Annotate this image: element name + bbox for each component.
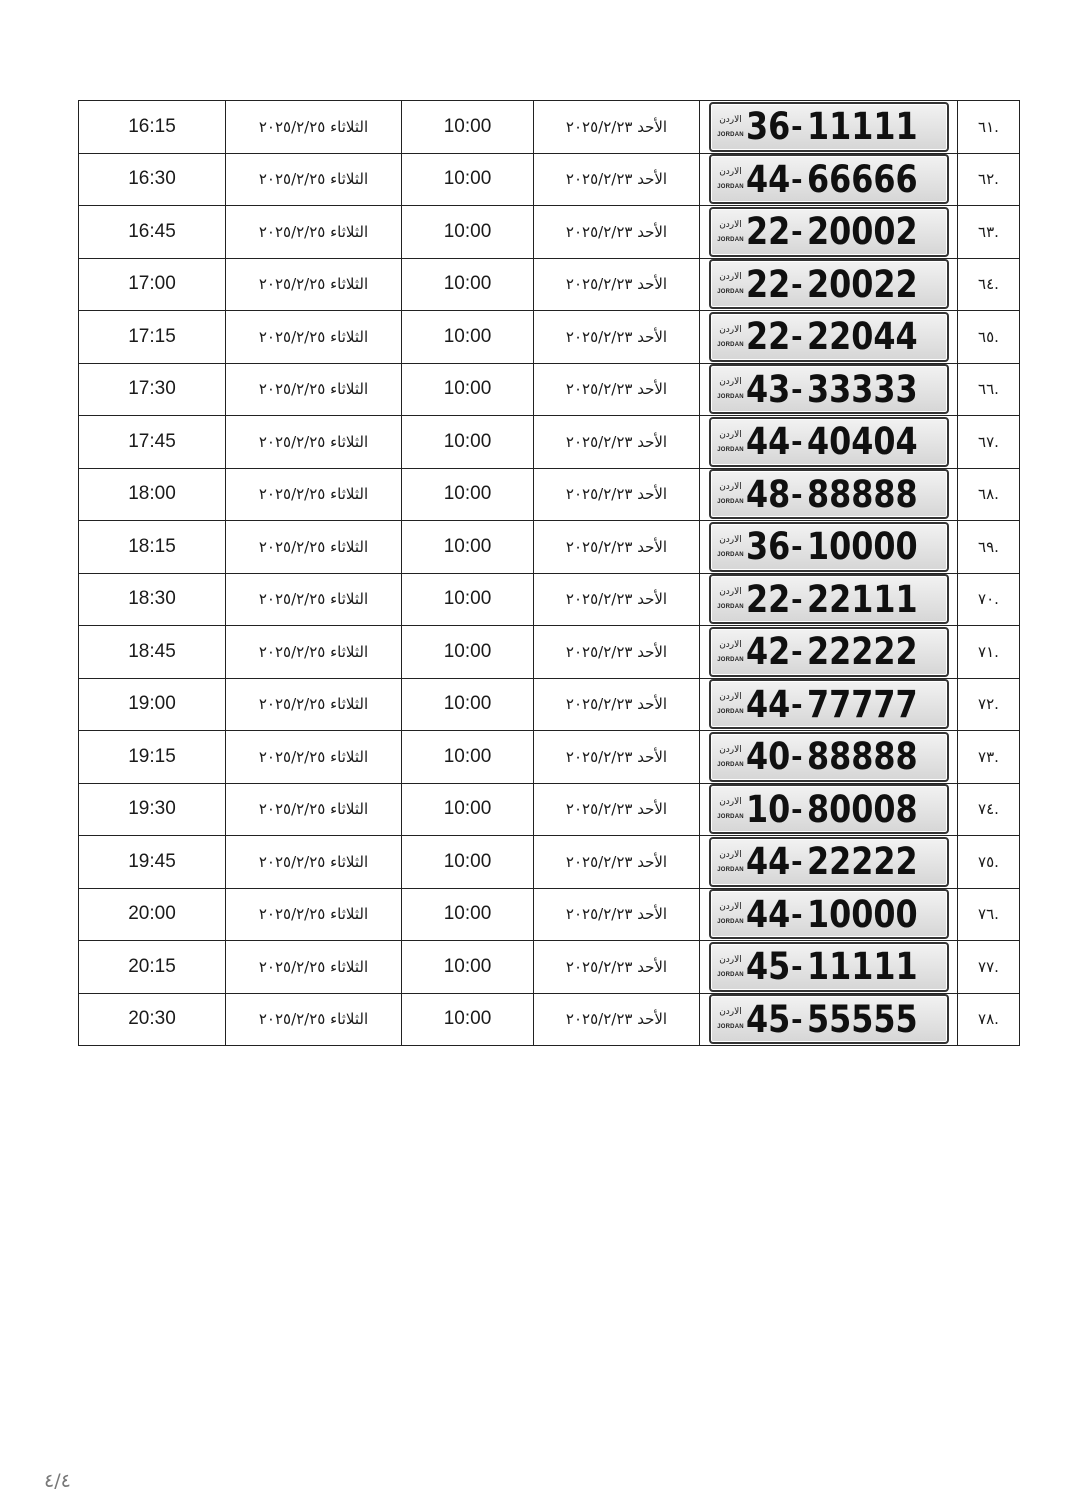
license-plate	[709, 837, 949, 887]
end-time-cell: 18:15	[79, 521, 226, 574]
end-date-cell: الثلاثاء ٢٠٢٥/٢/٢٥	[226, 521, 402, 574]
plate-country-arabic: الاردن	[719, 1007, 742, 1018]
end-time-cell: 17:00	[79, 258, 226, 311]
table-row	[79, 573, 1020, 626]
end-time-cell: 17:15	[79, 311, 226, 364]
row-number-cell: .٧٤	[958, 783, 1020, 836]
plate-code: 22	[745, 315, 790, 359]
plate-cell	[700, 731, 958, 784]
start-date-cell: الأحد ٢٠٢٥/٢/٢٣	[534, 731, 700, 784]
plate-number: 10000	[806, 892, 918, 936]
plate-country-arabic: الاردن	[719, 429, 742, 440]
table-row	[79, 311, 1020, 364]
plate-country-arabic: الاردن	[719, 167, 742, 178]
plate-country-arabic: الاردن	[719, 849, 742, 860]
end-time-cell: 20:15	[79, 941, 226, 994]
end-time-cell: 16:45	[79, 206, 226, 259]
plate-number: 88888	[806, 735, 918, 779]
row-number-cell: .٦٥	[958, 311, 1020, 364]
table-row	[79, 363, 1020, 416]
row-number-cell: .٧٠	[958, 573, 1020, 626]
plate-number: 66666	[806, 157, 918, 201]
plate-country-english: JORDAN	[717, 656, 744, 663]
start-time-cell: 10:00	[402, 941, 534, 994]
end-date-cell: الثلاثاء ٢٠٢٥/٢/٢٥	[226, 416, 402, 469]
row-number-cell: .٦٨	[958, 468, 1020, 521]
plate-country-arabic: الاردن	[719, 797, 742, 808]
row-number-cell: .٧٥	[958, 836, 1020, 889]
plate-country-english: JORDAN	[717, 1024, 744, 1031]
plate-country-tag	[714, 588, 748, 610]
plate-country-english: JORDAN	[717, 866, 744, 873]
plate-separator: -	[791, 582, 803, 616]
end-date-cell: الثلاثاء ٢٠٢٥/٢/٢٥	[226, 101, 402, 154]
plate-number: 77777	[806, 682, 918, 726]
plate-country-english: JORDAN	[717, 814, 744, 821]
end-time-cell: 20:00	[79, 888, 226, 941]
start-date-cell: الأحد ٢٠٢٥/٢/٢٣	[534, 101, 700, 154]
plate-number: 11111	[806, 105, 918, 149]
end-time-cell: 19:00	[79, 678, 226, 731]
row-number-cell: .٧٣	[958, 731, 1020, 784]
plate-country-arabic: الاردن	[719, 954, 742, 965]
plate-code: 42	[745, 630, 790, 674]
plate-country-english: JORDAN	[717, 289, 744, 296]
plate-country-tag	[714, 956, 748, 978]
license-plate	[709, 522, 949, 572]
license-plate	[709, 312, 949, 362]
plate-number: 80008	[806, 787, 918, 831]
table-row	[79, 836, 1020, 889]
plate-country-arabic: الاردن	[719, 324, 742, 335]
plate-cell	[700, 101, 958, 154]
plate-cell	[700, 836, 958, 889]
plate-number: 88888	[806, 472, 918, 516]
plate-country-english: JORDAN	[717, 551, 744, 558]
plate-code: 44	[745, 840, 790, 884]
end-time-cell: 20:30	[79, 993, 226, 1046]
page-number: ٤/٤	[44, 1470, 71, 1492]
plate-cell	[700, 206, 958, 259]
plate-separator: -	[791, 792, 803, 826]
end-date-cell: الثلاثاء ٢٠٢٥/٢/٢٥	[226, 941, 402, 994]
start-date-cell: الأحد ٢٠٢٥/٢/٢٣	[534, 258, 700, 311]
plate-country-arabic: الاردن	[719, 272, 742, 283]
plate-code: 22	[745, 577, 790, 621]
table-body	[79, 101, 1020, 1046]
plate-separator: -	[791, 897, 803, 931]
start-time-cell: 10:00	[402, 468, 534, 521]
plate-number: 55555	[806, 997, 918, 1041]
plate-cell	[700, 258, 958, 311]
end-date-cell: الثلاثاء ٢٠٢٥/٢/٢٥	[226, 626, 402, 679]
end-time-cell: 18:45	[79, 626, 226, 679]
row-number-cell: .٧٦	[958, 888, 1020, 941]
plate-country-english: JORDAN	[717, 604, 744, 611]
end-date-cell: الثلاثاء ٢٠٢٥/٢/٢٥	[226, 783, 402, 836]
plate-separator: -	[791, 372, 803, 406]
table-row	[79, 521, 1020, 574]
table-row	[79, 888, 1020, 941]
plate-country-english: JORDAN	[717, 971, 744, 978]
plate-code: 44	[745, 157, 790, 201]
plate-country-english: JORDAN	[717, 341, 744, 348]
plate-separator: -	[791, 162, 803, 196]
end-time-cell: 18:00	[79, 468, 226, 521]
row-number-cell: .٧٢	[958, 678, 1020, 731]
table-row	[79, 101, 1020, 154]
plate-country-tag	[714, 1008, 748, 1030]
plate-number: 40404	[806, 420, 918, 464]
plate-separator: -	[791, 950, 803, 984]
table-row	[79, 153, 1020, 206]
plate-country-tag	[714, 221, 748, 243]
plate-country-tag	[714, 483, 748, 505]
plate-country-tag	[714, 116, 748, 138]
start-date-cell: الأحد ٢٠٢٥/٢/٢٣	[534, 626, 700, 679]
start-time-cell: 10:00	[402, 783, 534, 836]
table-row	[79, 993, 1020, 1046]
plate-code: 22	[745, 262, 790, 306]
start-time-cell: 10:00	[402, 101, 534, 154]
license-plate	[709, 627, 949, 677]
start-time-cell: 10:00	[402, 416, 534, 469]
plate-country-arabic: الاردن	[719, 744, 742, 755]
plate-separator: -	[791, 687, 803, 721]
table-row	[79, 678, 1020, 731]
plate-separator: -	[791, 635, 803, 669]
plate-cell	[700, 153, 958, 206]
row-number-cell: .٦٢	[958, 153, 1020, 206]
license-plate	[709, 417, 949, 467]
end-time-cell: 19:45	[79, 836, 226, 889]
plate-country-tag	[714, 903, 748, 925]
row-number-cell: .٦١	[958, 101, 1020, 154]
plate-country-arabic: الاردن	[719, 114, 742, 125]
end-date-cell: الثلاثاء ٢٠٢٥/٢/٢٥	[226, 993, 402, 1046]
end-date-cell: الثلاثاء ٢٠٢٥/٢/٢٥	[226, 206, 402, 259]
plate-number: 22222	[806, 840, 918, 884]
start-date-cell: الأحد ٢٠٢٥/٢/٢٣	[534, 416, 700, 469]
plate-number: 22111	[806, 577, 918, 621]
license-plate	[709, 154, 949, 204]
plate-country-arabic: الاردن	[719, 219, 742, 230]
plate-country-arabic: الاردن	[719, 692, 742, 703]
plate-country-tag	[714, 378, 748, 400]
start-date-cell: الأحد ٢٠٢٥/٢/٢٣	[534, 521, 700, 574]
table-row	[79, 731, 1020, 784]
plate-country-arabic: الاردن	[719, 902, 742, 913]
start-time-cell: 10:00	[402, 153, 534, 206]
end-time-cell: 19:30	[79, 783, 226, 836]
license-plate	[709, 574, 949, 624]
start-date-cell: الأحد ٢٠٢٥/٢/٢٣	[534, 941, 700, 994]
plate-cell	[700, 678, 958, 731]
plate-cell	[700, 311, 958, 364]
table-row	[79, 626, 1020, 679]
start-date-cell: الأحد ٢٠٢٥/٢/٢٣	[534, 678, 700, 731]
license-plate	[709, 942, 949, 992]
plate-country-arabic: الاردن	[719, 482, 742, 493]
plate-separator: -	[791, 845, 803, 879]
row-number-cell: .٦٧	[958, 416, 1020, 469]
row-number-cell: .٦٦	[958, 363, 1020, 416]
start-date-cell: الأحد ٢٠٢٥/٢/٢٣	[534, 993, 700, 1046]
plate-separator: -	[791, 267, 803, 301]
end-date-cell: الثلاثاء ٢٠٢٥/٢/٢٥	[226, 836, 402, 889]
plate-separator: -	[791, 425, 803, 459]
license-plate	[709, 889, 949, 939]
end-date-cell: الثلاثاء ٢٠٢٥/٢/٢٥	[226, 311, 402, 364]
end-date-cell: الثلاثاء ٢٠٢٥/٢/٢٥	[226, 573, 402, 626]
plate-country-tag	[714, 641, 748, 663]
end-time-cell: 16:30	[79, 153, 226, 206]
license-plate	[709, 784, 949, 834]
plate-cell	[700, 573, 958, 626]
table-row	[79, 258, 1020, 311]
plate-country-english: JORDAN	[717, 761, 744, 768]
plate-cell	[700, 993, 958, 1046]
table-row	[79, 468, 1020, 521]
plate-number: 22222	[806, 630, 918, 674]
plate-cell	[700, 468, 958, 521]
plate-number: 20002	[806, 210, 918, 254]
plate-cell	[700, 363, 958, 416]
start-date-cell: الأحد ٢٠٢٥/٢/٢٣	[534, 468, 700, 521]
plate-code: 45	[745, 997, 790, 1041]
plate-country-tag	[714, 326, 748, 348]
license-plate	[709, 207, 949, 257]
plate-country-tag	[714, 798, 748, 820]
start-time-cell: 10:00	[402, 993, 534, 1046]
plate-cell	[700, 416, 958, 469]
start-time-cell: 10:00	[402, 836, 534, 889]
license-plate	[709, 364, 949, 414]
plate-country-tag	[714, 693, 748, 715]
plate-code: 40	[745, 735, 790, 779]
start-time-cell: 10:00	[402, 678, 534, 731]
row-number-cell: .٧٧	[958, 941, 1020, 994]
start-time-cell: 10:00	[402, 206, 534, 259]
row-number-cell: .٧١	[958, 626, 1020, 679]
plate-country-english: JORDAN	[717, 131, 744, 138]
plate-country-tag	[714, 746, 748, 768]
end-date-cell: الثلاثاء ٢٠٢٥/٢/٢٥	[226, 678, 402, 731]
plate-country-tag	[714, 168, 748, 190]
plate-cell	[700, 941, 958, 994]
start-date-cell: الأحد ٢٠٢٥/٢/٢٣	[534, 783, 700, 836]
row-number-cell: .٦٤	[958, 258, 1020, 311]
row-number-cell: .٦٩	[958, 521, 1020, 574]
plate-country-english: JORDAN	[717, 184, 744, 191]
plate-code: 10	[745, 787, 790, 831]
plate-cell	[700, 888, 958, 941]
plate-number: 20022	[806, 262, 918, 306]
license-plate	[709, 469, 949, 519]
start-time-cell: 10:00	[402, 363, 534, 416]
license-plate	[709, 102, 949, 152]
plate-separator: -	[791, 740, 803, 774]
plate-country-english: JORDAN	[717, 709, 744, 716]
plate-number: 10000	[806, 525, 918, 569]
start-date-cell: الأحد ٢٠٢٥/٢/٢٣	[534, 363, 700, 416]
table-row	[79, 416, 1020, 469]
plate-separator: -	[791, 477, 803, 511]
plate-number: 11111	[806, 945, 918, 989]
end-date-cell: الثلاثاء ٢٠٢٥/٢/٢٥	[226, 153, 402, 206]
plate-separator: -	[791, 530, 803, 564]
table-row	[79, 941, 1020, 994]
plate-code: 36	[745, 525, 790, 569]
auction-table	[78, 100, 1020, 1046]
plate-country-english: JORDAN	[717, 446, 744, 453]
plate-code: 44	[745, 420, 790, 464]
plate-country-english: JORDAN	[717, 919, 744, 926]
start-time-cell: 10:00	[402, 521, 534, 574]
start-date-cell: الأحد ٢٠٢٥/٢/٢٣	[534, 153, 700, 206]
plate-separator: -	[791, 1002, 803, 1036]
plate-country-tag	[714, 536, 748, 558]
plate-number: 22044	[806, 315, 918, 359]
end-time-cell: 18:30	[79, 573, 226, 626]
start-time-cell: 10:00	[402, 311, 534, 364]
plate-country-english: JORDAN	[717, 236, 744, 243]
plate-code: 44	[745, 682, 790, 726]
end-time-cell: 17:30	[79, 363, 226, 416]
end-date-cell: الثلاثاء ٢٠٢٥/٢/٢٥	[226, 468, 402, 521]
license-plate	[709, 732, 949, 782]
plate-code: 36	[745, 105, 790, 149]
table-row	[79, 206, 1020, 259]
plate-country-tag	[714, 273, 748, 295]
end-date-cell: الثلاثاء ٢٠٢٥/٢/٢٥	[226, 731, 402, 784]
end-date-cell: الثلاثاء ٢٠٢٥/٢/٢٥	[226, 258, 402, 311]
plate-cell	[700, 783, 958, 836]
license-plate	[709, 259, 949, 309]
plate-country-arabic: الاردن	[719, 639, 742, 650]
license-plate	[709, 994, 949, 1044]
row-number-cell: .٦٣	[958, 206, 1020, 259]
license-plate	[709, 679, 949, 729]
plate-country-english: JORDAN	[717, 394, 744, 401]
start-time-cell: 10:00	[402, 258, 534, 311]
plate-code: 44	[745, 892, 790, 936]
plate-separator: -	[791, 215, 803, 249]
plate-country-arabic: الاردن	[719, 587, 742, 598]
start-time-cell: 10:00	[402, 888, 534, 941]
plate-country-arabic: الاردن	[719, 377, 742, 388]
plate-country-tag	[714, 431, 748, 453]
start-date-cell: الأحد ٢٠٢٥/٢/٢٣	[534, 888, 700, 941]
end-time-cell: 17:45	[79, 416, 226, 469]
table-row	[79, 783, 1020, 836]
end-time-cell: 16:15	[79, 101, 226, 154]
plate-country-tag	[714, 851, 748, 873]
start-time-cell: 10:00	[402, 731, 534, 784]
end-date-cell: الثلاثاء ٢٠٢٥/٢/٢٥	[226, 363, 402, 416]
plate-separator: -	[791, 320, 803, 354]
end-time-cell: 19:15	[79, 731, 226, 784]
start-time-cell: 10:00	[402, 573, 534, 626]
plate-code: 22	[745, 210, 790, 254]
plate-country-english: JORDAN	[717, 499, 744, 506]
start-date-cell: الأحد ٢٠٢٥/٢/٢٣	[534, 573, 700, 626]
start-date-cell: الأحد ٢٠٢٥/٢/٢٣	[534, 311, 700, 364]
plate-cell	[700, 521, 958, 574]
plate-code: 43	[745, 367, 790, 411]
start-date-cell: الأحد ٢٠٢٥/٢/٢٣	[534, 836, 700, 889]
plate-cell	[700, 626, 958, 679]
plate-number: 33333	[806, 367, 918, 411]
plate-code: 48	[745, 472, 790, 516]
start-date-cell: الأحد ٢٠٢٥/٢/٢٣	[534, 206, 700, 259]
start-time-cell: 10:00	[402, 626, 534, 679]
row-number-cell: .٧٨	[958, 993, 1020, 1046]
end-date-cell: الثلاثاء ٢٠٢٥/٢/٢٥	[226, 888, 402, 941]
plate-separator: -	[791, 110, 803, 144]
plate-country-arabic: الاردن	[719, 534, 742, 545]
plate-code: 45	[745, 945, 790, 989]
